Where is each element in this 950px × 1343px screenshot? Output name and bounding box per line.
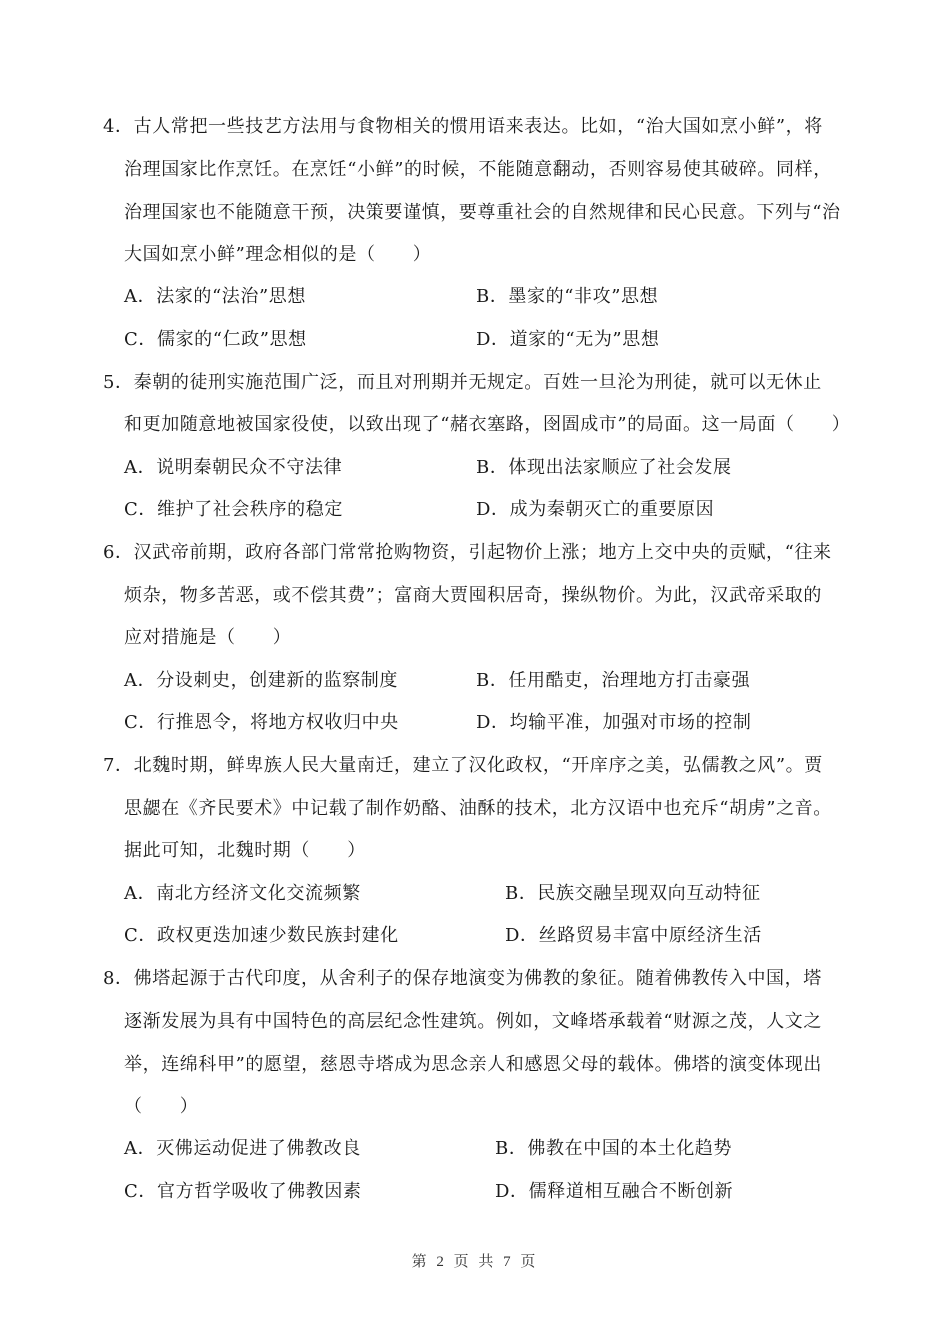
page-number-footer: 第 2 页 共 7 页 (411, 1254, 539, 1270)
question-text-line: （ ） (124, 1096, 199, 1117)
question-text-line: 4．古人常把一些技艺方法用与食物相关的惯用语来表达。比如，“治大国如烹小鲜”，将 (103, 116, 823, 137)
option-d: D．均输平准，加强对市场的控制 (476, 712, 752, 733)
question-text-line: 举，连绵科甲”的愿望，慈恩寺塔成为思念亲人和感恩父母的载体。佛塔的演变体现出 (124, 1054, 822, 1075)
option-d: D．成为秦朝灭亡的重要原因 (476, 499, 715, 520)
question-text-line: 8．佛塔起源于古代印度，从舍利子的保存地演变为佛教的象征。随着佛教传入中国，塔 (103, 968, 822, 989)
option-b: B．任用酷吏，治理地方打击豪强 (476, 670, 751, 691)
option-a: A．法家的“法治”思想 (124, 286, 307, 307)
option-c: C．政权更迭加速少数民族封建化 (124, 925, 399, 946)
option-c: C．儒家的“仁政”思想 (124, 329, 307, 350)
option-b: B．体现出法家顺应了社会发展 (476, 457, 732, 478)
option-a: A．南北方经济文化交流频繁 (124, 883, 361, 904)
question-text-line: 和更加随意地被国家役使，以致出现了“赭衣塞路，囹圄成市”的局面。这一局面（ ） (124, 414, 851, 435)
option-b: B．佛教在中国的本土化趋势 (495, 1138, 733, 1159)
question-text-line: 7．北魏时期，鲜卑族人民大量南迁，建立了汉化政权，“开庠序之美，弘儒教之风”。贾 (103, 755, 823, 776)
option-c: C．行推恩令，将地方权收归中央 (124, 712, 399, 733)
question-text-line: 治理国家比作烹饪。在烹饪“小鲜”的时候，不能随意翻动，否则容易使其破碎。同样， (124, 159, 832, 180)
option-a: A．灭佛运动促进了佛教改良 (124, 1138, 361, 1159)
option-b: B．墨家的“非攻”思想 (476, 286, 659, 307)
question-text-line: 应对措施是（ ） (124, 627, 292, 648)
option-c: C．官方哲学吸收了佛教因素 (124, 1181, 362, 1202)
question-text-line: 据此可知，北魏时期（ ） (124, 840, 366, 861)
option-d: D．丝路贸易丰富中原经济生活 (505, 925, 762, 946)
question-text-line: 思勰在《齐民要术》中记载了制作奶酪、油酥的技术，北方汉语中也充斥“胡虏”之音。 (124, 798, 832, 819)
option-a: A．分设刺史，创建新的监察制度 (124, 670, 398, 691)
option-a: A．说明秦朝民众不守法律 (124, 457, 343, 478)
question-text-line: 6．汉武帝前期，政府各部门常常抢购物资，引起物价上涨；地方上交中央的贡赋，“往来 (103, 542, 832, 563)
question-text-line: 大国如烹小鲜”理念相似的是（ ） (124, 244, 432, 265)
question-text-line: 5．秦朝的徒刑实施范围广泛，而且对刑期并无规定。百姓一旦沦为刑徒，就可以无休止 (103, 372, 822, 393)
option-d: D．道家的“无为”思想 (476, 329, 660, 350)
question-text-line: 治理国家也不能随意干预，决策要谨慎，要尊重社会的自然规律和民心民意。下列与“治 (124, 202, 841, 223)
question-text-line: 烦杂，物多苦恶，或不偿其费”；富商大贾囤积居奇，操纵物价。为此，汉武帝采取的 (124, 585, 822, 606)
option-b: B．民族交融呈现双向互动特征 (505, 883, 761, 904)
option-d: D．儒释道相互融合不断创新 (495, 1181, 734, 1202)
option-c: C．维护了社会秩序的稳定 (124, 499, 343, 520)
question-text-line: 逐渐发展为具有中国特色的高层纪念性建筑。例如，文峰塔承载着“财源之茂，人文之 (124, 1011, 822, 1032)
